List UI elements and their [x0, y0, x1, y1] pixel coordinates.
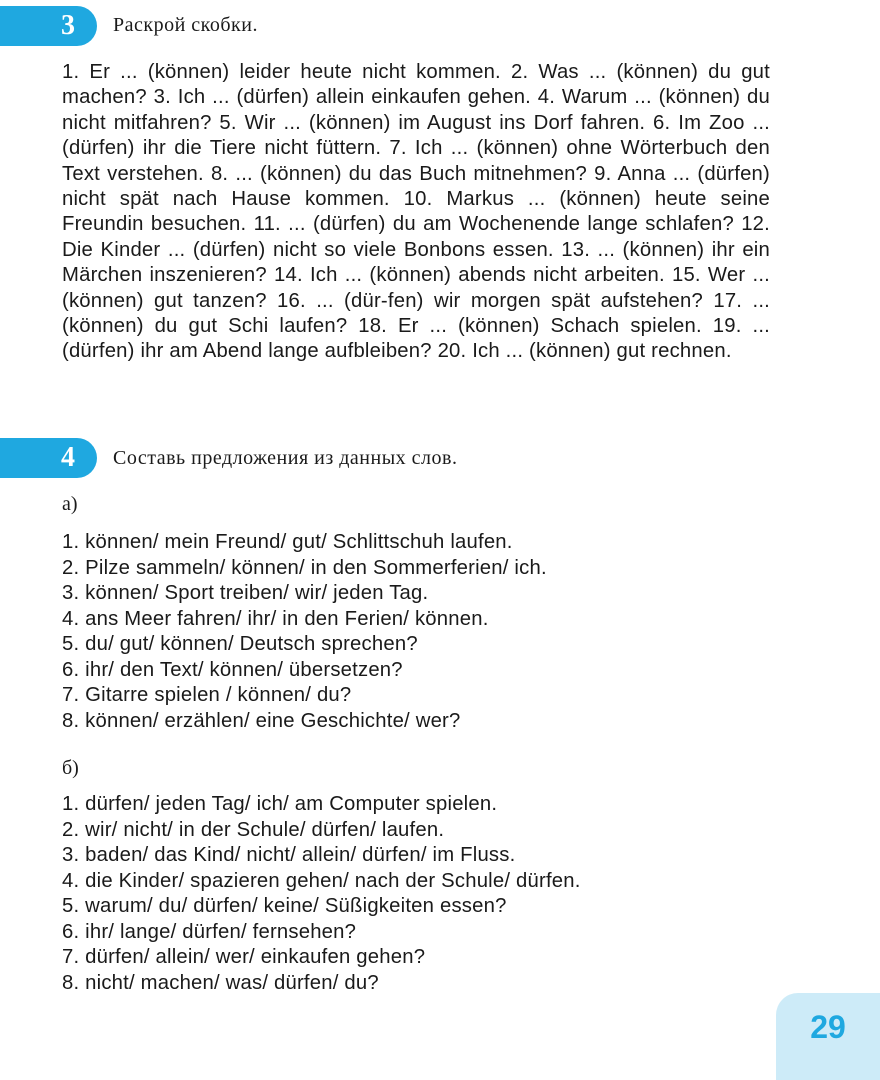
list-item: 6. ihr/ den Text/ können/ übersetzen?: [62, 658, 403, 681]
list-item: 3. können/ Sport treiben/ wir/ jeden Tag.: [62, 582, 429, 604]
list-item: 5. warum/ du/ dürfen/ keine/ Süßigkeiten essen?: [62, 895, 507, 917]
list-item: 4. ans Meer fahren/ ihr/ in den Ferien/ können.: [62, 607, 489, 630]
list-item: 8. können/ erzählen/ eine Geschichte/ wer?: [62, 709, 461, 732]
task-4-badge: 4: [0, 438, 97, 478]
list-item: 8. nicht/ machen/ was/ dürfen/ du?: [62, 971, 379, 994]
list-item: 2. Pilze sammeln/ können/ in den Sommerferien/ ich.: [62, 556, 547, 579]
list-item: 7. Gitarre spielen / können/ du?: [62, 684, 352, 706]
list-item: 4. die Kinder/ spazieren gehen/ nach der Schule/ dürfen.: [62, 869, 581, 892]
part-a-label: а): [62, 493, 78, 515]
page-number: 29: [810, 1009, 846, 1045]
task-3-title: Раскрой скобки.: [113, 14, 258, 36]
task-3-badge: 3: [0, 6, 97, 46]
list-item: 3. baden/ das Kind/ nicht/ allein/ dürfen/ im Fluss.: [62, 844, 516, 866]
list-item: 2. wir/ nicht/ in der Schule/ dürfen/ laufen.: [62, 818, 445, 841]
list-item: 6. ihr/ lange/ dürfen/ fernsehen?: [62, 920, 357, 943]
task-3-text: 1. Er ... (können) leider heute nicht kommen. 2. Was ... (können) du gut machen? 3. Ich ... (dürfen) allein einkaufen gehen. 4. Warum ... (können) du nicht mitfahren? 5. Wir ... (können) im August ins Dorf fahren. 6. Im Zoo ... (dürfen) ihr die Tiere nicht füttern. 7. Ich ... (können) ohne Wörterbuch den Text verstehen. 8. ... (können) du das Buch mitnehmen? 9. Anna ... (dürfen) nicht spät nach Hause kommen. 10. Markus ... (können) heute seine Freundin besuchen. 11. ... (dürfen) du am Wochenende lange schlafen? 12. Die Kinder ... (dürfen) nicht so viele Bonbons essen. 13. ... (können) ihr ein Märchen inszenieren? 14. Ich ... (können) abends nicht arbeiten. 15. Wer ... (können) gut tanzen? 16. ... (dür-fen) wir morgen spät aufstehen? 17. ... (können) du gut Schi laufen? 18. Er ... (können) Schach spielen. 19. ... (dürfen) ihr am Abend lange aufbleiben? 20. Ich ... (können) gut rechnen.: [62, 61, 770, 363]
list-item: 1. dürfen/ jeden Tag/ ich/ am Computer spielen.: [62, 793, 498, 815]
part-b-label: б): [62, 757, 79, 779]
list-item: 7. dürfen/ allein/ wer/ einkaufen gehen?: [62, 946, 426, 968]
list-item: 5. du/ gut/ können/ Deutsch sprechen?: [62, 633, 418, 655]
list-item: 1. können/ mein Freund/ gut/ Schlittschuh laufen.: [62, 531, 513, 553]
part-a-list: [62, 530, 547, 734]
page-number-box: [776, 993, 880, 1080]
task-4-title: Составь предложения из данных слов.: [113, 447, 458, 469]
part-b-list: [62, 792, 581, 996]
